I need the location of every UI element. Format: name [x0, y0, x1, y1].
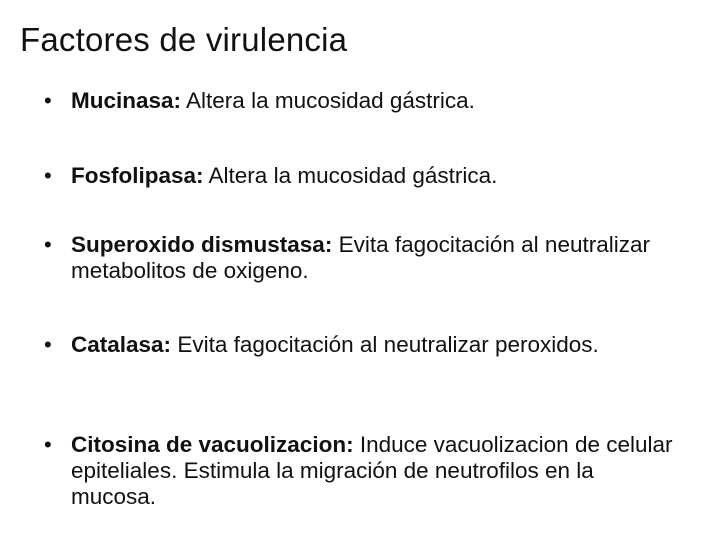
bullet-text: Induce vacuolizacion de celular epiteliales. Estimula la migración de neutrofilos en la mucosa. [71, 432, 673, 509]
bullet-text: Altera la mucosidad gástrica. [181, 88, 475, 113]
bullet-item-citosina-de-vacuolizacion [44, 432, 684, 510]
bullet-term: Citosina de vacuolizacion: [71, 432, 354, 457]
bullet-term: Superoxido dismustasa: [71, 232, 333, 257]
bullet-dot: • [44, 332, 52, 357]
slide-title: Factores de virulencia [20, 21, 348, 58]
bullet-text: Altera la mucosidad gástrica. [203, 163, 498, 188]
bullet-term: Catalasa: [71, 332, 172, 357]
bullet-text: Evita fagocitación al neutralizar peroxidos. [171, 332, 599, 357]
bullet-term: Fosfolipasa: [71, 163, 204, 188]
bullet-dot: • [44, 232, 52, 257]
bullet-dot: • [44, 163, 52, 188]
bullet-item-catalasa [44, 332, 599, 358]
bullet-dot: • [44, 432, 52, 457]
bullet-dot: • [44, 88, 52, 113]
bullet-term: Mucinasa: [71, 88, 182, 113]
bullet-item-fosfolipasa [44, 163, 497, 189]
bullet-item-mucinasa [44, 88, 475, 114]
bullet-item-superoxido-dismustasa [44, 232, 684, 284]
bullet-text: Evita fagocitación al neutralizar metabolitos de oxigeno. [71, 232, 650, 283]
